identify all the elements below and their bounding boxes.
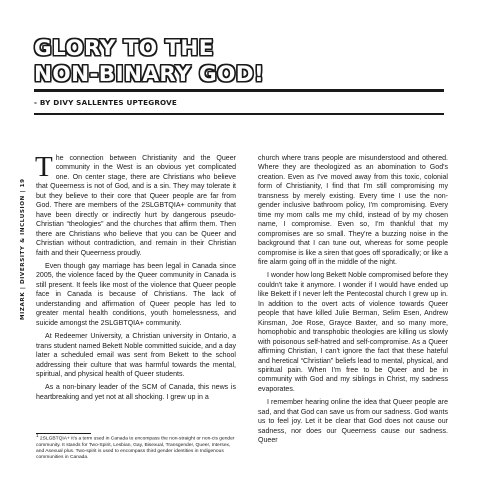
paragraph: Even though gay marriage has been legal in Canada since 2005, the violence faced by the Queer community in Canada is still present. It feels like most of the violence that Queer people face in Canada is because of Christians. The lack of understanding and affirmation of Queer people has led to greater mental health conditions, youth homelessness, and suicide amongst the 2SLGBTQIA+ community. bbox=[36, 262, 236, 327]
byline: - BY DIVY SALLENTES UPTEGROVE bbox=[34, 98, 178, 107]
paragraph: I remember hearing online the idea that Queer people are sad, and that God can save us from our sadness. God wants us to feel joy. Let it be clear that God does not cause our sadness, nor does our Queerness cause our sadness. Queer bbox=[258, 399, 448, 445]
sidebar-running-head: MIZARK | DIVERSITY & INCLUSION | 19 bbox=[20, 178, 26, 320]
footnote-rule bbox=[36, 433, 91, 434]
bottom-rule bbox=[34, 113, 444, 115]
footnote bbox=[36, 433, 236, 461]
title-line-2: NON-BINARY GOD! bbox=[34, 62, 265, 87]
paragraph: church where trans people are misunderstood and othered. Where they are theologized as an abomination to God's creation. Even as I've moved away from this toxic, colonial form of Christianity, I find that I'm still compromising my transness by merely existing. Every time I use the non-gender inclusive bathroom policy, I'm compromising. Every time my mom calls me my child, instead of by my chosen name, I compromise. Even so, I'm thankful that my compromises are so small. They're a buzzing noise in the background that I can tune out, whereas for some people compromise is like a siren that goes off sporadically; or like a fire alarm going off in the middle of the night. bbox=[258, 155, 448, 266]
article-title bbox=[34, 36, 454, 88]
paragraph-text: he connection between Christianity and the Queer community in the West is an obvious yet complicated one. On center stage, there are Christians who believe that Queerness is not of God, and is a sin. They may tolerate it but they believe to their core that Queer people are far from God. There are members of the 2SLGBTQIA+ community that have been directly or indirectly hurt by dangerous pseudo-Christian “theologies” and the churches that affirm them. Then there are Christians who believe that you can be Queer and Christian without contradiction, and remain in their Christian faith and their Queerness proudly. bbox=[36, 155, 236, 257]
title-line-1: GLORY TO THE bbox=[34, 36, 214, 61]
top-rule bbox=[34, 89, 444, 92]
paragraph bbox=[35, 151, 236, 258]
right-column bbox=[258, 154, 448, 450]
footnote-mark: 1 bbox=[36, 433, 39, 438]
left-column bbox=[35, 151, 236, 406]
paragraph: I wonder how long Bekett Noble compromised before they couldn't take it anymore. I wonder if I would have ended up like Bekett if I never left the Pentecostal church I grew up in. In addition to the overt acts of violence towards Queer people that have killed Julie Berman, Selim Esen, Andrew Kinsman, Joe Rose, Grayce Baxter, and so many more, homophobic and transphobic theologies are killing us slowly with poisonous self-hatred and self-compromise. As a Queer affirming Christian, I can't ignore the fact that these hateful and heretical “Christian” beliefs lead to mental, physical, and spiritual pain. When I'm free to be Queer and be in community with God and my siblings in Christ, my sadness evaporates. bbox=[258, 272, 448, 393]
dropcap: T bbox=[35, 151, 53, 183]
paragraph: At Redeemer University, a Christian university in Ontario, a trans student named Bekett Noble committed suicide, and a day later a scheduled email was sent from Bekett to the school addressing their culture that was harmful towards the mental, spiritual, and physical health of Queer students. bbox=[36, 333, 236, 378]
footnote-text: 2SLGBTQIA+ it's a term used in Canada to encompass the non-straight or non-cis gender community. It stands for Two-Spirit, Lesbian, Gay, Bisexual, Transgender, Queer, Intersex, and Asexual plus. Two-spirit is used to encompass third gender identities in Indigenous communities in Canada. bbox=[36, 436, 235, 460]
paragraph: As a non-binary leader of the SCM of Canada, this news is heartbreaking and yet not at all shocking. I grew up in a bbox=[36, 384, 236, 401]
